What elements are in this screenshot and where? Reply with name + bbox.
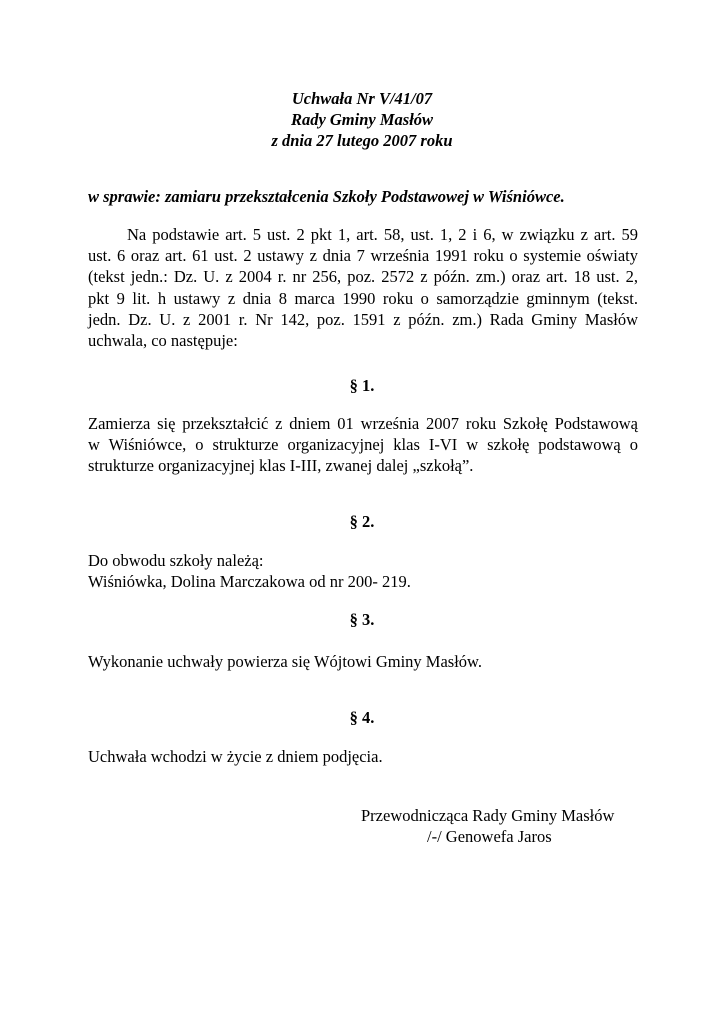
resolution-number: Uchwała Nr V/41/07 [291, 89, 433, 108]
section-1-title: § 1. [349, 376, 375, 395]
preamble-line: ust. 6 oraz art. 61 ust. 2 ustawy z dnia 7 września 1991 roku o systemie oświaty [88, 246, 638, 266]
section-2-title: § 2. [349, 512, 375, 531]
council-name: Rady Gminy Masłów [290, 110, 434, 129]
section-3-line: Wykonanie uchwały powierza się Wójtowi Gminy Masłów. [88, 652, 483, 671]
preamble-line: pkt 9 lit. h ustawy z dnia 8 marca 1990 roku o samorządzie gminnym (tekst. [88, 288, 638, 308]
resolution-date: z dnia 27 lutego 2007 roku [271, 131, 453, 150]
section-1-text [88, 413, 638, 477]
section-4-title: § 4. [349, 708, 375, 727]
preamble-line: Na podstawie art. 5 ust. 2 pkt 1, art. 58, ust. 1, 2 i 6, w związku z art. 59 [127, 225, 638, 244]
preamble-line: jedn. Dz. U. z 2001 r. Nr 142, poz. 1591 z późn. zm.) Rada Gminy Masłów [88, 309, 638, 329]
section-2-line: Do obwodu szkoły należą: [88, 551, 264, 570]
signature-title: Przewodnicząca Rady Gminy Masłów [361, 806, 615, 825]
preamble-line: (tekst jedn.: Dz. U. z 2004 r. nr 256, poz. 2572 z późn. zm.) oraz art. 18 ust. 2, [88, 267, 638, 287]
resolution-subject: w sprawie: zamiaru przekształcenia Szkoły Podstawowej w Wiśniówce. [88, 187, 565, 206]
preamble-line: uchwala, co następuje: [88, 331, 238, 351]
section-1-line: w Wiśniówce, o strukturze organizacyjnej klas I-VI w szkołę podstawową o [88, 435, 638, 455]
section-1-line: Zamierza się przekształcić z dniem 01 września 2007 roku Szkołę Podstawową [88, 414, 638, 433]
preamble-paragraph [88, 224, 638, 351]
section-4-line: Uchwała wchodzi w życie z dniem podjęcia. [88, 747, 383, 766]
signature-name: /-/ Genowefa Jaros [427, 827, 552, 846]
section-3-title: § 3. [349, 610, 375, 629]
section-1-line: strukturze organizacyjnej klas I-III, zwanej dalej „szkołą”. [88, 456, 474, 476]
section-2-line: Wiśniówka, Dolina Marczakowa od nr 200- 219. [88, 572, 411, 591]
